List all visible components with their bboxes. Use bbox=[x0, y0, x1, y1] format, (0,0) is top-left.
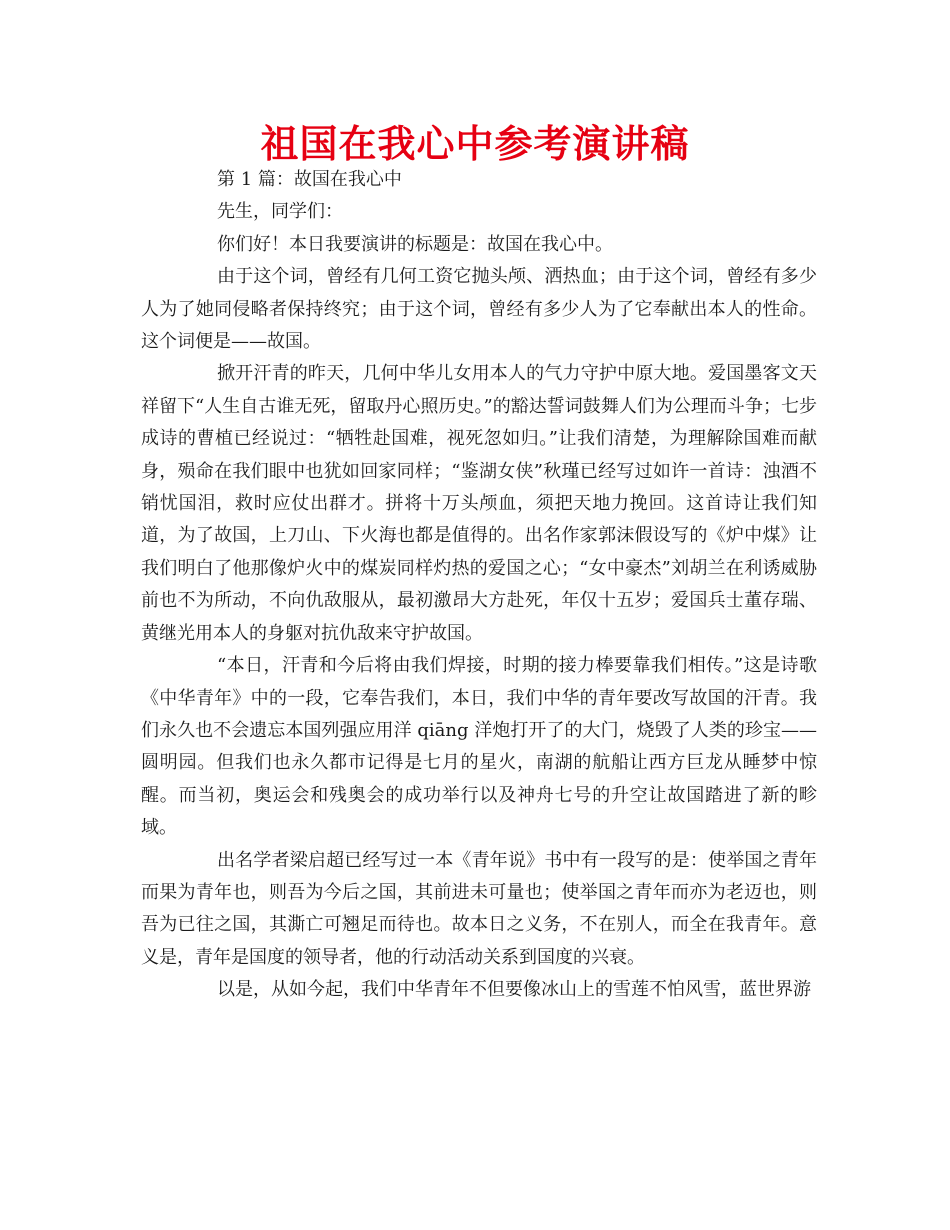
paragraph: “本日，汗青和今后将由我们焊接，时期的接力棒要靠我们相传。”这是诗歌《中华青年》中的一段，它奉告我们，本日，我们中华的青年要改写故国的汗青。我们永久也不会遗忘本国列强应用洋 qiāng 洋炮打开了的大门，烧毁了人类的珍宝——圆明园。但我们也永久都市记得是七月的星火，南湖的航船让西方巨龙从睡梦中惊醒。而当初，奥运会和残奥会的成功举行以及神舟七号的升空让故国踏进了新的畛域。 bbox=[141, 655, 817, 839]
paragraph: 掀开汗青的昨天，几何中华儿女用本人的气力守护中原大地。爱国墨客文天祥留下“人生自古谁无死，留取丹心照历史。”的豁达誓词鼓舞人们为公理而斗争；七步成诗的曹植已经说过：“牺牲赴国难，视死忽如归。”让我们清楚，为理解除国难而献身，殒命在我们眼中也犹如回家同样；“鉴湖女侠”秋瑾已经写过如许一首诗：浊酒不销忧国泪，救时应仗出群才。拼将十万头颅血，须把天地力挽回。这首诗让我们知道，为了故国，上刀山、下火海也都是值得的。出名作家郭沫假设写的《炉中煤》让我们明白了他那像炉火中的煤炭同样灼热的爱国之心；“女中豪杰”刘胡兰在利诱威胁前也不为所动，不向仇敌服从，最初激昂大方赴死，年仅十五岁；爱国兵士董存瑞、黄继光用本人的身躯对抗仇敌来守护故国。 bbox=[141, 363, 817, 644]
greeting-line: 你们好！本日我要演讲的标题是：故国在我心中。 bbox=[217, 233, 613, 255]
paragraph: 以是，从如今起，我们中华青年不但要像冰山上的雪莲不怕风雪，蓝世界游 bbox=[217, 979, 811, 1001]
paragraph: 出名学者梁启超已经写过一本《青年说》书中有一段写的是：使举国之青年而果为青年也，则吾为今后之国，其前进未可量也；使举国之青年而亦为老迈也，则吾为已往之国，其澌亡可翘足而待也。故本日之义务，不在别人，而全在我青年。意义是，青年是国度的领导者，他的行动活动关系到国度的兴衰。 bbox=[141, 849, 817, 968]
paragraph: 由于这个词，曾经有几何工资它抛头颅、洒热血；由于这个词，曾经有多少人为了她同侵略者保持终究；由于这个词，曾经有多少人为了它奉献出本人的性命。这个词便是——故国。 bbox=[141, 266, 817, 353]
chapter-heading: 第 1 篇：故国在我心中 bbox=[217, 169, 402, 190]
document-title: 祖国在我心中参考演讲稿 bbox=[260, 122, 690, 166]
document-body bbox=[141, 164, 817, 1007]
salutation: 先生，同学们： bbox=[217, 201, 343, 223]
